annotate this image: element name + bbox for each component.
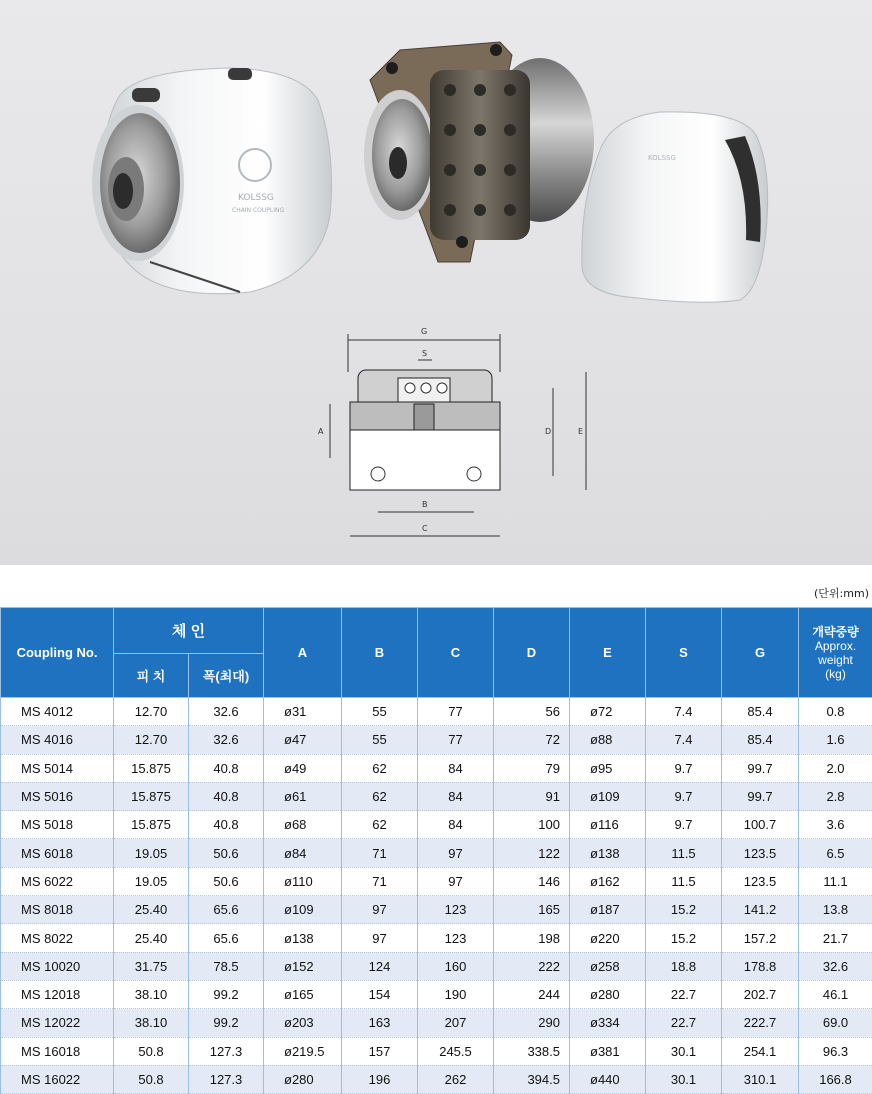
cell-a bbox=[264, 782, 342, 810]
cell-weight: 2.0 bbox=[799, 754, 872, 782]
cell-g: 157.2 bbox=[722, 924, 799, 952]
cell-e-value: 72 bbox=[598, 704, 612, 719]
header-s: S bbox=[646, 608, 722, 698]
diameter-symbol: ø bbox=[284, 846, 292, 861]
cell-model: MS 5014 bbox=[1, 754, 114, 782]
cell-model: MS 8022 bbox=[1, 924, 114, 952]
header-c: C bbox=[418, 608, 494, 698]
dimension-diagram bbox=[318, 327, 586, 536]
cell-s: 9.7 bbox=[646, 782, 722, 810]
table-row bbox=[1, 924, 872, 952]
cell-s: 9.7 bbox=[646, 811, 722, 839]
cover-half-image bbox=[582, 112, 768, 302]
diameter-symbol: ø bbox=[590, 732, 598, 747]
label-s: S bbox=[422, 349, 427, 358]
table-row bbox=[1, 698, 872, 726]
cell-a-value: 84 bbox=[292, 846, 306, 861]
cell-weight: 96.3 bbox=[799, 1037, 872, 1065]
cell-e-value: 162 bbox=[598, 874, 620, 889]
cell-c: 245.5 bbox=[418, 1037, 494, 1065]
cell-b: 196 bbox=[342, 1065, 418, 1093]
cell-s: 7.4 bbox=[646, 726, 722, 754]
cell-weight: 21.7 bbox=[799, 924, 872, 952]
cell-model: MS 5016 bbox=[1, 782, 114, 810]
closed-coupling-image bbox=[92, 68, 332, 294]
cell-weight: 11.1 bbox=[799, 867, 872, 895]
table-row bbox=[1, 726, 872, 754]
cell-model: MS 10020 bbox=[1, 952, 114, 980]
label-c: C bbox=[422, 524, 428, 533]
cell-e-value: 187 bbox=[598, 902, 620, 917]
table-row bbox=[1, 1065, 872, 1093]
cell-g: 222.7 bbox=[722, 1009, 799, 1037]
cell-b: 71 bbox=[342, 867, 418, 895]
cell-s: 18.8 bbox=[646, 952, 722, 980]
spec-table-body bbox=[1, 698, 872, 1094]
diameter-symbol: ø bbox=[590, 704, 598, 719]
diameter-symbol: ø bbox=[284, 704, 292, 719]
header-width: 폭(최대) bbox=[189, 654, 264, 698]
cell-model: MS 12018 bbox=[1, 980, 114, 1008]
cell-s: 7.4 bbox=[646, 698, 722, 726]
cell-d: 222 bbox=[494, 952, 570, 980]
cell-s: 30.1 bbox=[646, 1037, 722, 1065]
cell-e bbox=[570, 839, 646, 867]
header-weight-en1: Approx. bbox=[799, 639, 872, 653]
cell-weight: 6.5 bbox=[799, 839, 872, 867]
header-g: G bbox=[722, 608, 799, 698]
cell-width: 127.3 bbox=[189, 1037, 264, 1065]
cell-d: 338.5 bbox=[494, 1037, 570, 1065]
diameter-symbol: ø bbox=[284, 732, 292, 747]
cell-weight: 13.8 bbox=[799, 896, 872, 924]
diameter-symbol: ø bbox=[284, 987, 292, 1002]
cell-pitch: 19.05 bbox=[114, 839, 189, 867]
diameter-symbol: ø bbox=[284, 1044, 292, 1059]
cell-a-value: 152 bbox=[292, 959, 314, 974]
cell-c: 160 bbox=[418, 952, 494, 980]
cell-b: 124 bbox=[342, 952, 418, 980]
label-g: G bbox=[421, 327, 427, 336]
cell-e bbox=[570, 924, 646, 952]
cell-b: 62 bbox=[342, 754, 418, 782]
cell-a bbox=[264, 1009, 342, 1037]
cell-c: 84 bbox=[418, 782, 494, 810]
table-row bbox=[1, 896, 872, 924]
cell-weight: 1.6 bbox=[799, 726, 872, 754]
header-b: B bbox=[342, 608, 418, 698]
diameter-symbol: ø bbox=[284, 874, 292, 889]
diameter-symbol: ø bbox=[590, 874, 598, 889]
cell-width: 50.6 bbox=[189, 839, 264, 867]
cell-width: 127.3 bbox=[189, 1065, 264, 1093]
diameter-symbol: ø bbox=[590, 987, 598, 1002]
cell-g: 85.4 bbox=[722, 698, 799, 726]
cell-b: 97 bbox=[342, 924, 418, 952]
table-row bbox=[1, 1009, 872, 1037]
cell-a-value: 110 bbox=[292, 874, 313, 889]
diameter-symbol: ø bbox=[590, 931, 598, 946]
cell-width: 78.5 bbox=[189, 952, 264, 980]
cell-d: 91 bbox=[494, 782, 570, 810]
cell-pitch: 50.8 bbox=[114, 1065, 189, 1093]
diameter-symbol: ø bbox=[284, 1015, 292, 1030]
cell-c: 123 bbox=[418, 896, 494, 924]
cell-d: 100 bbox=[494, 811, 570, 839]
cell-e bbox=[570, 782, 646, 810]
table-row bbox=[1, 811, 872, 839]
cell-a-value: 203 bbox=[292, 1015, 314, 1030]
cell-g: 123.5 bbox=[722, 839, 799, 867]
cell-s: 22.7 bbox=[646, 980, 722, 1008]
cell-a bbox=[264, 924, 342, 952]
cell-s: 11.5 bbox=[646, 839, 722, 867]
cell-e-value: 258 bbox=[598, 959, 620, 974]
cell-width: 99.2 bbox=[189, 980, 264, 1008]
cell-weight: 32.6 bbox=[799, 952, 872, 980]
cell-a bbox=[264, 867, 342, 895]
cell-width: 50.6 bbox=[189, 867, 264, 895]
cell-d: 146 bbox=[494, 867, 570, 895]
cell-e bbox=[570, 811, 646, 839]
cell-b: 97 bbox=[342, 896, 418, 924]
cell-width: 40.8 bbox=[189, 782, 264, 810]
open-coupling-image bbox=[364, 42, 594, 262]
cell-model: MS 16018 bbox=[1, 1037, 114, 1065]
cell-width: 40.8 bbox=[189, 754, 264, 782]
header-chain: 체 인 bbox=[114, 608, 264, 654]
cell-b: 71 bbox=[342, 839, 418, 867]
cell-pitch: 15.875 bbox=[114, 782, 189, 810]
cell-pitch: 50.8 bbox=[114, 1037, 189, 1065]
diameter-symbol: ø bbox=[284, 959, 292, 974]
table-row bbox=[1, 754, 872, 782]
cell-a-value: 47 bbox=[292, 732, 306, 747]
table-row bbox=[1, 1037, 872, 1065]
label-a: A bbox=[318, 427, 324, 436]
cell-a-value: 61 bbox=[292, 789, 306, 804]
cell-g: 123.5 bbox=[722, 867, 799, 895]
cell-g: 254.1 bbox=[722, 1037, 799, 1065]
cell-pitch: 25.40 bbox=[114, 924, 189, 952]
cell-c: 84 bbox=[418, 754, 494, 782]
cell-width: 32.6 bbox=[189, 726, 264, 754]
diameter-symbol: ø bbox=[590, 846, 598, 861]
cell-a-value: 31 bbox=[292, 704, 306, 719]
table-row bbox=[1, 867, 872, 895]
cell-e-value: 95 bbox=[598, 761, 612, 776]
cell-model: MS 6022 bbox=[1, 867, 114, 895]
cell-a-value: 49 bbox=[292, 761, 306, 776]
cell-pitch: 25.40 bbox=[114, 896, 189, 924]
cell-pitch: 15.875 bbox=[114, 754, 189, 782]
cell-a bbox=[264, 839, 342, 867]
diameter-symbol: ø bbox=[284, 761, 292, 776]
cell-e-value: 334 bbox=[598, 1015, 620, 1030]
diameter-symbol: ø bbox=[590, 817, 598, 832]
header-weight bbox=[799, 608, 872, 698]
cell-weight: 166.8 bbox=[799, 1065, 872, 1093]
cell-a bbox=[264, 952, 342, 980]
header-weight-ko: 개략중량 bbox=[799, 625, 872, 639]
cell-a-value: 219.5 bbox=[292, 1044, 325, 1059]
cell-c: 84 bbox=[418, 811, 494, 839]
cell-b: 154 bbox=[342, 980, 418, 1008]
diameter-symbol: ø bbox=[284, 931, 292, 946]
cell-s: 11.5 bbox=[646, 867, 722, 895]
cell-s: 30.1 bbox=[646, 1065, 722, 1093]
cell-model: MS 16022 bbox=[1, 1065, 114, 1093]
cell-c: 77 bbox=[418, 698, 494, 726]
diameter-symbol: ø bbox=[284, 1072, 292, 1087]
cell-pitch: 15.875 bbox=[114, 811, 189, 839]
cell-d: 79 bbox=[494, 754, 570, 782]
diameter-symbol: ø bbox=[590, 959, 598, 974]
cell-b: 163 bbox=[342, 1009, 418, 1037]
cell-b: 62 bbox=[342, 811, 418, 839]
cell-b: 55 bbox=[342, 726, 418, 754]
cell-b: 55 bbox=[342, 698, 418, 726]
cell-weight: 2.8 bbox=[799, 782, 872, 810]
diameter-symbol: ø bbox=[590, 902, 598, 917]
header-a: A bbox=[264, 608, 342, 698]
cell-width: 32.6 bbox=[189, 698, 264, 726]
cell-e bbox=[570, 754, 646, 782]
cell-g: 99.7 bbox=[722, 754, 799, 782]
cell-weight: 69.0 bbox=[799, 1009, 872, 1037]
cell-e-value: 116 bbox=[598, 817, 619, 832]
cell-pitch: 38.10 bbox=[114, 980, 189, 1008]
cell-s: 9.7 bbox=[646, 754, 722, 782]
cell-e bbox=[570, 896, 646, 924]
diameter-symbol: ø bbox=[590, 1072, 598, 1087]
header-coupling-no: Coupling No. bbox=[1, 608, 114, 698]
cell-e bbox=[570, 726, 646, 754]
cell-g: 310.1 bbox=[722, 1065, 799, 1093]
cell-e bbox=[570, 952, 646, 980]
cell-e bbox=[570, 1009, 646, 1037]
cell-c: 207 bbox=[418, 1009, 494, 1037]
cell-s: 22.7 bbox=[646, 1009, 722, 1037]
cell-g: 178.8 bbox=[722, 952, 799, 980]
cell-a bbox=[264, 698, 342, 726]
cell-a bbox=[264, 1065, 342, 1093]
cell-g: 100.7 bbox=[722, 811, 799, 839]
cell-a bbox=[264, 726, 342, 754]
unit-note: (단위:mm) bbox=[814, 585, 869, 601]
cell-d: 165 bbox=[494, 896, 570, 924]
cell-model: MS 12022 bbox=[1, 1009, 114, 1037]
diameter-symbol: ø bbox=[284, 789, 292, 804]
cell-e-value: 280 bbox=[598, 987, 620, 1002]
cell-b: 157 bbox=[342, 1037, 418, 1065]
cell-width: 65.6 bbox=[189, 896, 264, 924]
cell-weight: 3.6 bbox=[799, 811, 872, 839]
cell-model: MS 5018 bbox=[1, 811, 114, 839]
cell-e-value: 109 bbox=[598, 789, 620, 804]
cell-e bbox=[570, 1065, 646, 1093]
cell-c: 97 bbox=[418, 839, 494, 867]
table-row bbox=[1, 980, 872, 1008]
cell-d: 198 bbox=[494, 924, 570, 952]
header-weight-en2: weight bbox=[799, 653, 872, 667]
cell-d: 122 bbox=[494, 839, 570, 867]
cell-weight: 46.1 bbox=[799, 980, 872, 1008]
cell-a bbox=[264, 811, 342, 839]
cell-a-value: 280 bbox=[292, 1072, 314, 1087]
cell-a-value: 138 bbox=[292, 931, 314, 946]
cell-a bbox=[264, 754, 342, 782]
cell-weight: 0.8 bbox=[799, 698, 872, 726]
cell-e-value: 381 bbox=[598, 1044, 620, 1059]
cell-e bbox=[570, 867, 646, 895]
header-e: E bbox=[570, 608, 646, 698]
cell-c: 262 bbox=[418, 1065, 494, 1093]
cell-a bbox=[264, 980, 342, 1008]
cell-g: 85.4 bbox=[722, 726, 799, 754]
cell-e-value: 138 bbox=[598, 846, 620, 861]
cell-model: MS 8018 bbox=[1, 896, 114, 924]
cell-c: 190 bbox=[418, 980, 494, 1008]
cell-width: 40.8 bbox=[189, 811, 264, 839]
cell-width: 99.2 bbox=[189, 1009, 264, 1037]
diameter-symbol: ø bbox=[590, 761, 598, 776]
cover-logo-text: KOLSSG bbox=[648, 154, 676, 162]
cell-model: MS 4016 bbox=[1, 726, 114, 754]
cell-g: 99.7 bbox=[722, 782, 799, 810]
table-row bbox=[1, 782, 872, 810]
cell-e bbox=[570, 698, 646, 726]
label-d: D bbox=[545, 427, 551, 436]
cell-e-value: 88 bbox=[598, 732, 612, 747]
cell-pitch: 19.05 bbox=[114, 867, 189, 895]
logo-text: KOLSSG bbox=[238, 193, 274, 203]
header-d: D bbox=[494, 608, 570, 698]
logo-subtext: CHAIN COUPLING bbox=[232, 207, 284, 214]
cell-model: MS 6018 bbox=[1, 839, 114, 867]
cell-d: 394.5 bbox=[494, 1065, 570, 1093]
cell-a bbox=[264, 896, 342, 924]
cell-e bbox=[570, 980, 646, 1008]
diameter-symbol: ø bbox=[590, 789, 598, 804]
cell-s: 15.2 bbox=[646, 924, 722, 952]
diameter-symbol: ø bbox=[284, 902, 292, 917]
cell-a-value: 165 bbox=[292, 987, 314, 1002]
cell-b: 62 bbox=[342, 782, 418, 810]
cell-model: MS 4012 bbox=[1, 698, 114, 726]
cell-e-value: 440 bbox=[598, 1072, 620, 1087]
cell-g: 141.2 bbox=[722, 896, 799, 924]
diameter-symbol: ø bbox=[590, 1044, 598, 1059]
cell-e bbox=[570, 1037, 646, 1065]
cell-pitch: 38.10 bbox=[114, 1009, 189, 1037]
label-b: B bbox=[422, 500, 428, 509]
cell-d: 56 bbox=[494, 698, 570, 726]
diameter-symbol: ø bbox=[284, 817, 292, 832]
cell-c: 97 bbox=[418, 867, 494, 895]
header-pitch: 피 치 bbox=[114, 654, 189, 698]
cell-d: 244 bbox=[494, 980, 570, 1008]
cell-a-value: 109 bbox=[292, 902, 314, 917]
cell-pitch: 12.70 bbox=[114, 698, 189, 726]
label-e: E bbox=[578, 427, 583, 436]
cell-c: 123 bbox=[418, 924, 494, 952]
cell-e-value: 220 bbox=[598, 931, 620, 946]
table-row bbox=[1, 952, 872, 980]
spec-table bbox=[0, 607, 872, 1094]
cell-pitch: 12.70 bbox=[114, 726, 189, 754]
cell-g: 202.7 bbox=[722, 980, 799, 1008]
cell-d: 290 bbox=[494, 1009, 570, 1037]
cell-a bbox=[264, 1037, 342, 1065]
cell-pitch: 31.75 bbox=[114, 952, 189, 980]
cell-width: 65.6 bbox=[189, 924, 264, 952]
diameter-symbol: ø bbox=[590, 1015, 598, 1030]
cell-c: 77 bbox=[418, 726, 494, 754]
cell-d: 72 bbox=[494, 726, 570, 754]
cell-s: 15.2 bbox=[646, 896, 722, 924]
cell-a-value: 68 bbox=[292, 817, 306, 832]
table-row bbox=[1, 839, 872, 867]
header-weight-unit: (kg) bbox=[799, 667, 872, 681]
